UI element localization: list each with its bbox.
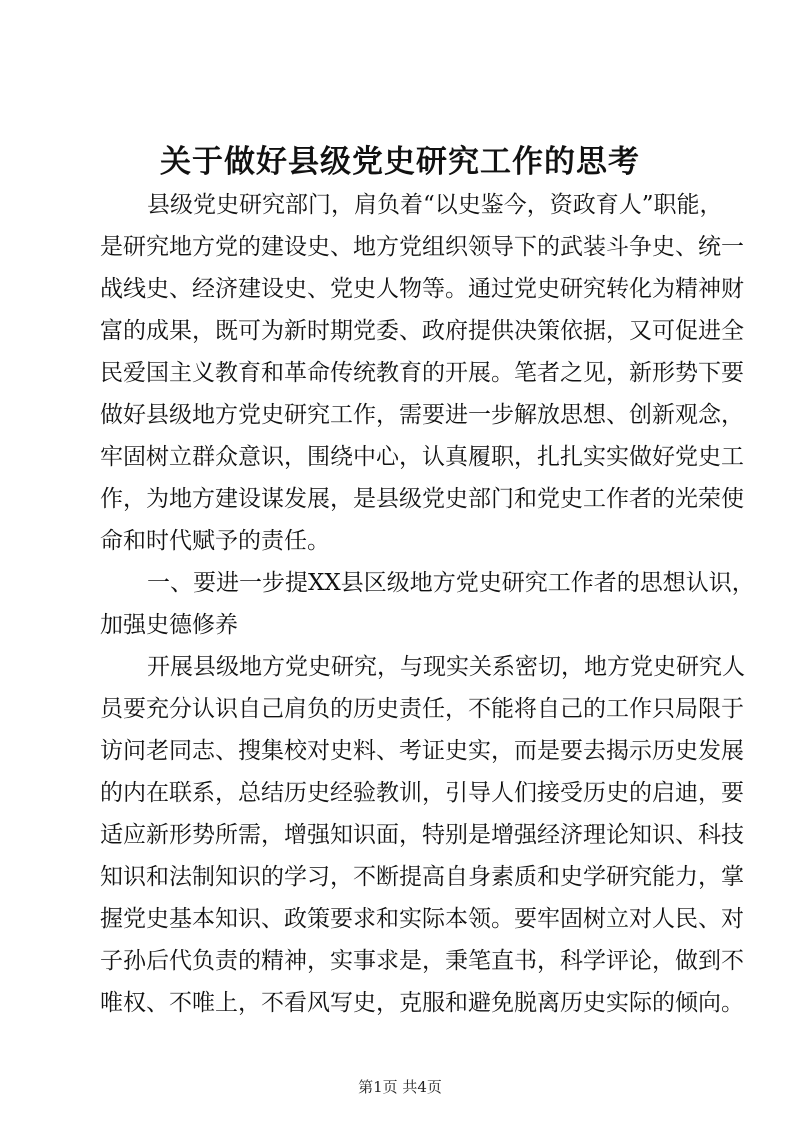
body-line: 开展县级地方党史研究，与现实关系密切，地方党史研究人 xyxy=(147,654,745,680)
body-line: 的内在联系，总结历史经验教训，引导人们接受历史的启迪，要 xyxy=(100,780,744,806)
body-line: 命和时代赋予的责任。 xyxy=(100,528,330,554)
body-line: 知识和法制知识的学习，不断提高自身素质和史学研究能力，掌 xyxy=(100,864,744,890)
body-line: 访问老同志、搜集校对史料、考证史实，而是要去揭示历史发展 xyxy=(100,738,744,764)
body-line: 唯权、不唯上，不看风写史，克服和避免脱离历史实际的倾向。 xyxy=(100,990,744,1016)
section-heading-line: 加强史德修养 xyxy=(100,612,238,638)
body-line: 是研究地方党的建设史、地方党组织领导下的武装斗争史、统一 xyxy=(100,234,744,260)
body-line: 员要充分认识自己肩负的历史责任，不能将自己的工作只局限于 xyxy=(100,696,744,722)
page-number-footer: 第1页 共4页 xyxy=(358,1078,442,1096)
body-line: 作，为地方建设谋发展，是县级党史部门和党史工作者的光荣使 xyxy=(100,486,744,512)
body-line: 握党史基本知识、政策要求和实际本领。要牢固树立对人民、对 xyxy=(100,906,744,932)
body-line: 富的成果，既可为新时期党委、政府提供决策依据，又可促进全 xyxy=(100,318,744,344)
body-line: 适应新形势所需，增强知识面，特别是增强经济理论知识、科技 xyxy=(100,822,744,848)
section-heading-line: 一、要进一步提XX县区级地方党史研究工作者的思想认识， xyxy=(147,570,755,596)
document-title: 关于做好县级党史研究工作的思考 xyxy=(160,144,640,180)
body-line: 战线史、经济建设史、党史人物等。通过党史研究转化为精神财 xyxy=(100,276,744,302)
body-line: 做好县级地方党史研究工作，需要进一步解放思想、创新观念， xyxy=(100,402,744,428)
body-line: 县级党史研究部门，肩负着“以史鉴今，资政育人”职能， xyxy=(147,192,723,218)
body-line: 民爱国主义教育和革命传统教育的开展。笔者之见，新形势下要 xyxy=(100,360,744,386)
body-line: 子孙后代负责的精神，实事求是，秉笔直书，科学评论，做到不 xyxy=(100,948,744,974)
body-line: 牢固树立群众意识，围绕中心，认真履职，扎扎实实做好党史工 xyxy=(100,444,744,470)
